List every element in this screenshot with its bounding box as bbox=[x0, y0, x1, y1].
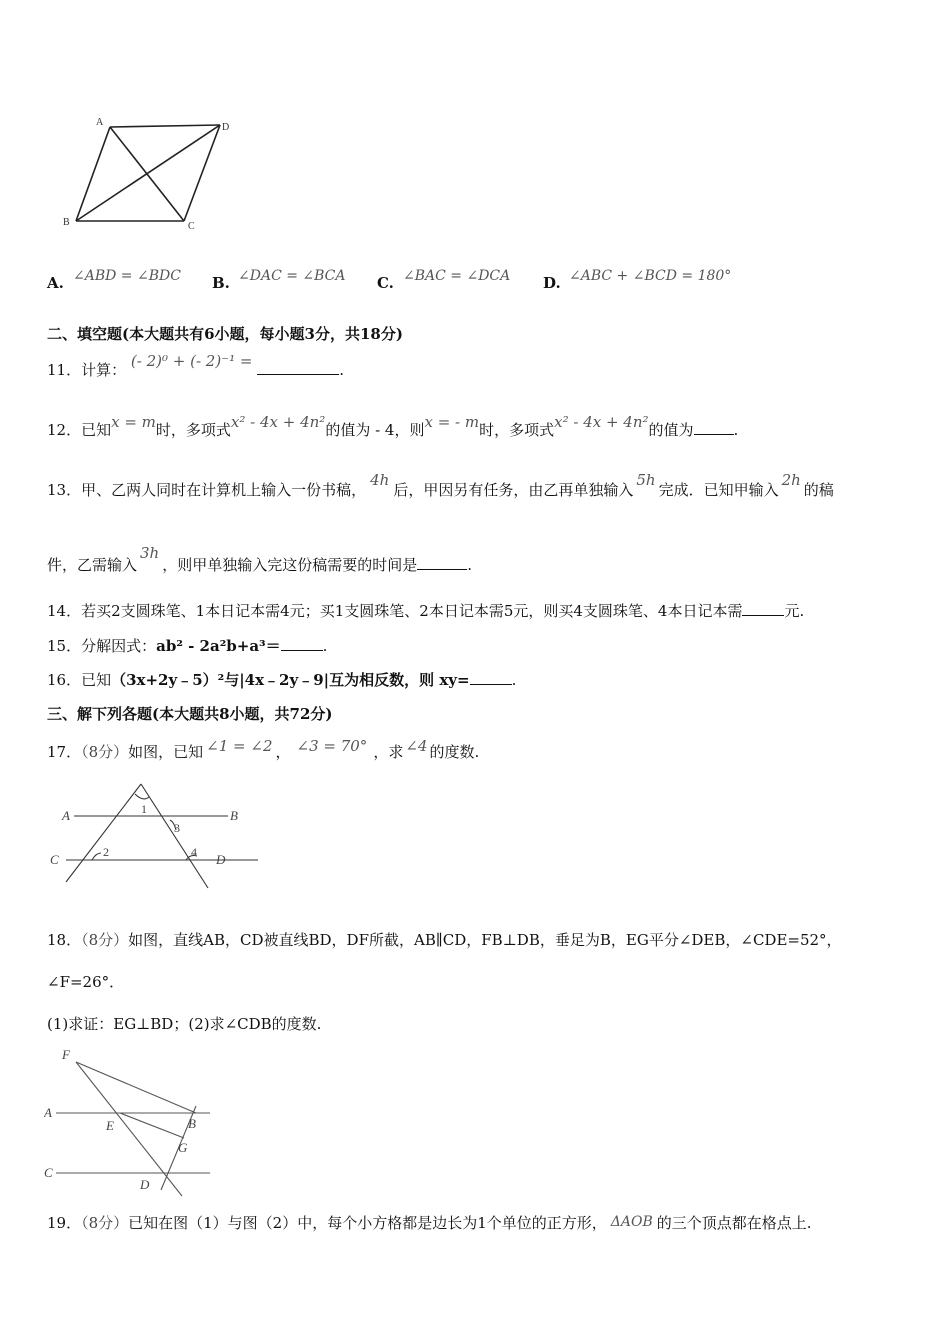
point-label-d: D bbox=[140, 1177, 150, 1192]
question-14 bbox=[47, 601, 804, 621]
q13-text-3: 完成．已知甲输入 bbox=[658, 481, 779, 499]
q13-math-3: 2h bbox=[781, 471, 801, 489]
q17-text-1: 如图，已知 bbox=[128, 743, 204, 761]
q17-score: （8分） bbox=[81, 743, 129, 761]
q15-suffix: . bbox=[322, 637, 328, 655]
q17-text-2: ，求 bbox=[373, 743, 404, 761]
q18-score: （8分） bbox=[81, 931, 129, 949]
q16-answer-blank bbox=[470, 670, 512, 685]
q14-number: 14． bbox=[47, 602, 82, 620]
q14-answer-blank bbox=[742, 601, 784, 616]
q18-text-2: ∠F=26°． bbox=[47, 973, 125, 991]
q11-answer-blank bbox=[257, 360, 339, 375]
option-b-expr: ∠DAC = ∠BCA bbox=[238, 268, 346, 284]
option-a-letter: A. bbox=[47, 274, 64, 292]
q18-number: 18． bbox=[47, 931, 82, 949]
q13-text-5: 件，乙需输入 bbox=[47, 556, 138, 574]
q12-math-4: x² - 4x + 4n² bbox=[554, 413, 649, 431]
question-16 bbox=[47, 670, 516, 690]
question-15 bbox=[47, 636, 327, 656]
transversal-figure-18 bbox=[44, 1044, 219, 1199]
q17-math-2: ∠3 = 70° bbox=[296, 737, 368, 755]
angle-label-3: 3 bbox=[174, 821, 180, 835]
q12-math-1: x = m bbox=[111, 413, 156, 431]
q16-expr: （3x+2y﹣5）²与|4x﹣2y﹣9|互为相反数，则 xy= bbox=[111, 671, 470, 689]
q11-expr: (- 2)⁰ + (- 2)⁻¹ = bbox=[130, 352, 253, 370]
q10-options bbox=[47, 268, 927, 292]
option-c-expr: ∠BAC = ∠DCA bbox=[403, 268, 511, 284]
q12-math-2: x² - 4x + 4n² bbox=[230, 413, 326, 431]
option-a-expr: ∠ABD = ∠BDC bbox=[73, 268, 181, 284]
q19-score: （8分） bbox=[81, 1214, 129, 1232]
question-18-line-1 bbox=[47, 930, 842, 950]
q18-text-3: (1)求证：EG⊥BD；(2)求∠CDB的度数. bbox=[47, 1015, 322, 1033]
point-label-c: C bbox=[44, 1165, 53, 1180]
q19-text-1: 已知在图（1）与图（2）中，每个小方格都是边长为1个单位的正方形， bbox=[128, 1214, 607, 1232]
question-17 bbox=[47, 737, 480, 762]
q14-suffix: 元. bbox=[784, 602, 805, 620]
question-12 bbox=[47, 413, 739, 440]
section-3-title: 三、解下列各题(本大题共8小题，共72分) bbox=[47, 705, 333, 723]
parallelogram-figure bbox=[58, 112, 238, 234]
q17-number: 17． bbox=[47, 743, 82, 761]
question-13-line-1 bbox=[47, 471, 834, 500]
point-label-e: E bbox=[106, 1118, 114, 1133]
q15-expr: ab² - 2a²b+a³＝ bbox=[156, 637, 281, 655]
option-d-letter: D. bbox=[543, 274, 561, 292]
q13-text-1: 甲、乙两人同时在计算机上输入一份书稿， bbox=[81, 481, 367, 499]
q11-suffix: . bbox=[339, 361, 345, 379]
q11-number: 11． bbox=[47, 361, 82, 379]
q16-suffix: . bbox=[511, 671, 517, 689]
line-label-a: A bbox=[62, 808, 70, 823]
q13-text-7: . bbox=[467, 556, 473, 574]
q17-math-3: ∠4 bbox=[405, 737, 428, 755]
q13-math-2: 5h bbox=[636, 471, 656, 489]
q12-answer-blank bbox=[694, 420, 734, 435]
q16-number: 16． bbox=[47, 671, 82, 689]
q19-text-2: 的三个顶点都在格点上. bbox=[656, 1214, 812, 1232]
vertex-label-c: C bbox=[188, 221, 195, 232]
question-11 bbox=[47, 352, 345, 380]
q12-text-6: . bbox=[733, 421, 739, 439]
q13-answer-blank bbox=[417, 555, 467, 570]
q17-math-1: ∠1 = ∠2 bbox=[206, 737, 273, 755]
vertex-label-a: A bbox=[96, 117, 104, 128]
angle-label-1: 1 bbox=[141, 802, 147, 816]
q13-math-4: 3h bbox=[140, 544, 160, 562]
q12-math-3: x = - m bbox=[424, 413, 480, 431]
q17-text-3: 的度数. bbox=[429, 743, 480, 761]
q13-text-2: 后，甲因另有任务，由乙再单独输入 bbox=[393, 481, 634, 499]
q15-prefix: 分解因式： bbox=[81, 637, 157, 655]
parallel-lines-figure-17 bbox=[48, 780, 278, 890]
q17-separator: ， bbox=[275, 743, 291, 761]
q12-text-3: 的值为 - 4，则 bbox=[325, 421, 425, 439]
point-label-b: B bbox=[188, 1116, 196, 1131]
q12-text-1: 已知 bbox=[81, 421, 112, 439]
point-label-a: A bbox=[44, 1105, 52, 1120]
q13-number: 13． bbox=[47, 481, 82, 499]
q16-prefix: 已知 bbox=[81, 671, 112, 689]
line-label-d: D bbox=[216, 852, 226, 867]
option-d-expr: ∠ABC + ∠BCD = 180° bbox=[569, 268, 732, 284]
section-2-title: 二、填空题(本大题共有6小题，每小题3分，共18分) bbox=[47, 325, 403, 343]
q19-math: ΔAOB bbox=[610, 1214, 653, 1230]
q13-math-1: 4h bbox=[370, 471, 390, 489]
q11-prefix: 计算： bbox=[81, 361, 127, 379]
q12-text-2: 时，多项式 bbox=[155, 421, 231, 439]
q13-text-4: 的稿 bbox=[803, 481, 834, 499]
point-label-f: F bbox=[62, 1047, 70, 1062]
q13-text-6: ，则甲单独输入完这份稿需要的时间是 bbox=[162, 556, 418, 574]
vertex-label-b: B bbox=[63, 217, 70, 228]
vertex-label-d: D bbox=[222, 122, 230, 133]
option-b-letter: B. bbox=[212, 274, 230, 292]
q15-number: 15． bbox=[47, 637, 82, 655]
question-13-line-2 bbox=[47, 544, 473, 575]
q19-number: 19． bbox=[47, 1214, 82, 1232]
q18-text-1: 如图，直线AB，CD被直线BD，DF所截，AB∥CD，FB⊥DB，垂足为B，EG平分∠DEB，∠CDE=52°， bbox=[128, 931, 842, 949]
point-label-g: G bbox=[178, 1140, 188, 1155]
line-label-b: B bbox=[230, 808, 238, 823]
q15-answer-blank bbox=[281, 636, 323, 651]
q12-text-5: 的值为 bbox=[648, 421, 694, 439]
q12-number: 12． bbox=[47, 421, 82, 439]
q12-text-4: 时，多项式 bbox=[479, 421, 555, 439]
angle-label-4: 4 bbox=[191, 845, 197, 859]
angle-label-2: 2 bbox=[103, 845, 109, 859]
question-19 bbox=[47, 1213, 812, 1234]
line-label-c: C bbox=[50, 852, 59, 867]
option-c-letter: C. bbox=[377, 274, 394, 292]
q14-text: 若买2支圆珠笔、1本日记本需4元；买1支圆珠笔、2本日记本需5元，则买4支圆珠笔、4本日记本需 bbox=[81, 602, 743, 620]
